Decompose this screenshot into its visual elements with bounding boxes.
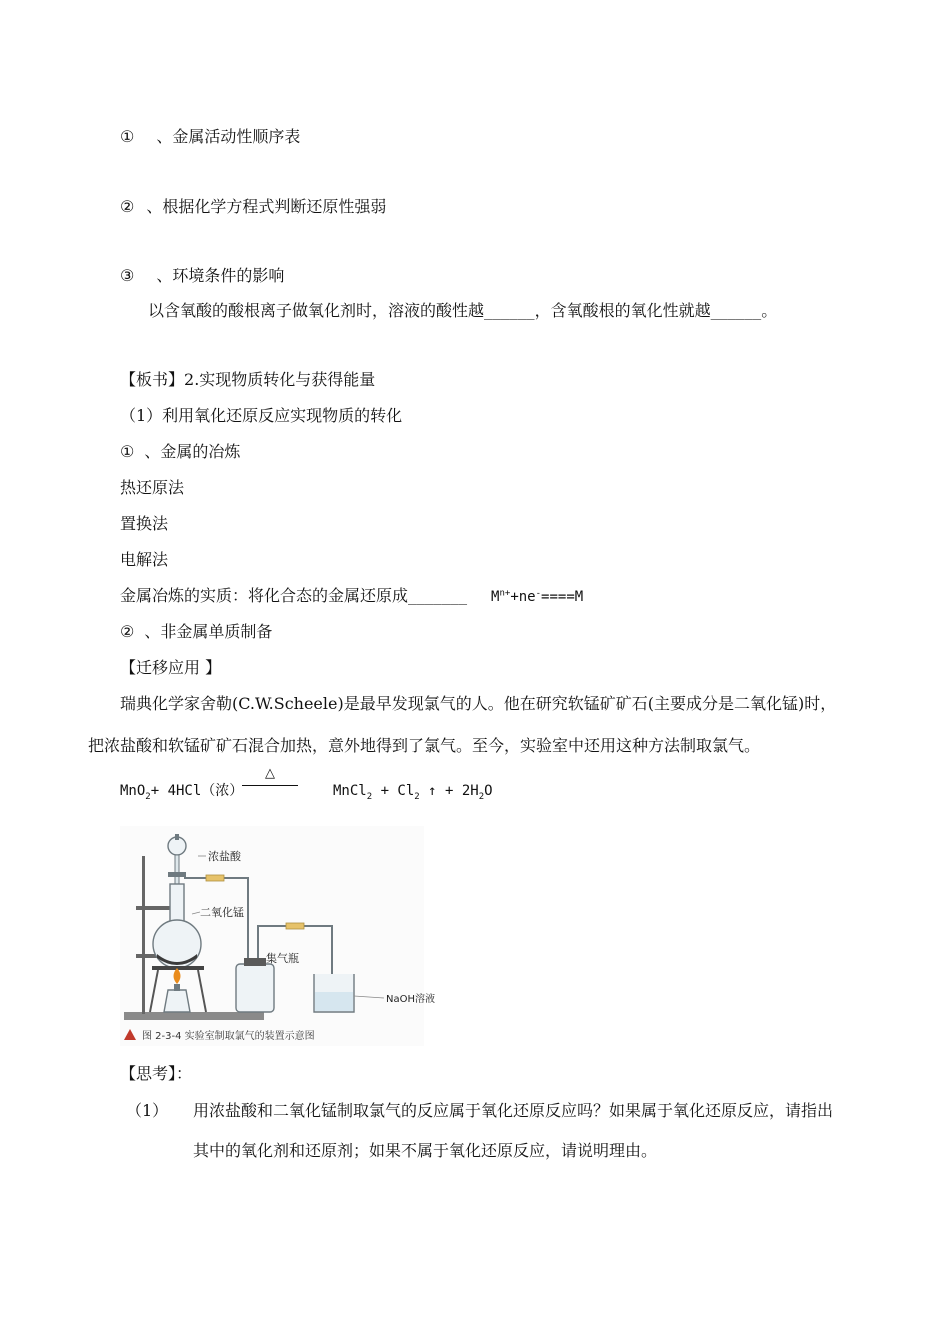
nonmetal-text: 、非金属单质制备 [144,622,273,641]
stand-rod [142,856,145,1014]
transfer-heading: 【迁移应用 】 [120,658,222,677]
item-3-text: 、环境条件的影响 [156,266,285,285]
metal-smelting [120,442,240,462]
reaction-products: MnCl$_2$ + $Cl_2$ ↑ + $2H_2O$ [333,783,493,802]
question-1-number: （1） [126,1101,169,1120]
item-2-text: 、根据化学方程式判断还原性强弱 [146,197,387,216]
alcohol-lamp [164,990,190,1012]
smelting-equation: $M^{n+}+ne^-====M$ [491,588,584,605]
fill-blank-1: ______ [484,304,535,320]
item-2 [120,197,386,217]
fill-blank-3: _______ [408,589,468,605]
label-naoh: NaOH溶液 [386,994,435,1005]
question-1-line-2: 其中的氧化剂和还原剂；如果不属于氧化还原反应，请说明理由。 [193,1141,658,1160]
method-1: 热还原法 [120,478,185,497]
metal-text: 、金属的冶炼 [144,442,241,461]
nonmetal-number: ② [120,622,135,641]
reaction-condition: △ [265,766,275,781]
method-2: 置换法 [120,514,169,533]
reaction-arrow-line [242,785,298,786]
figure-caption: 图 2-3-4 实验室制取氯气的装置示意图 [142,1031,315,1042]
acid-sentence-part1: 以含氧酸的酸根离子做氧化剂时，溶液的酸性越 [148,301,485,320]
acid-sentence-end: 。 [761,301,778,320]
item-1-text: 、金属活动性顺序表 [156,127,301,146]
item-3 [120,266,284,286]
board-title: 2.实现物质转化与获得能量 [184,370,376,389]
subheading-1: （1）利用氧化还原反应实现物质的转化 [120,406,403,425]
question-1-line-1: 用浓盐酸和二氧化锰制取氯气的反应属于氧化还原反应吗？如果属于氧化还原反应，请指出 [193,1101,834,1120]
item-1-number: ① [120,127,135,146]
item-3-number: ③ [120,266,135,285]
label-gas-bottle: 集气瓶 [266,952,299,965]
label-mno2: 二氧化锰 [200,906,244,919]
fill-blank-2: ______ [710,304,762,320]
chlorine-apparatus-figure [120,826,435,1046]
think-heading: 【思考】： [120,1064,193,1083]
gas-collecting-bottle [236,964,274,1012]
reaction-equation: MnO$_2$+ 4HCl（浓） [120,783,244,802]
acid-sentence [148,301,777,322]
nonmetal-prep [120,622,272,642]
item-2-number: ② [120,197,135,216]
story-line-2: 把浓盐酸和软锰矿矿石混合加热，意外地得到了氯气。至今，实验室中还用这种方法制取氯气。 [88,736,761,755]
label-conc-hcl: 浓盐酸 [208,850,241,863]
method-3: 电解法 [120,550,169,569]
essence-line [120,586,583,607]
apparatus-diagram [120,826,435,1046]
item-1 [120,127,300,147]
metal-number: ① [120,442,135,461]
acid-sentence-part2: ，含氧酸根的氧化性就越 [534,301,711,320]
essence-text: 金属冶炼的实质：将化合态的金属还原成 [120,586,409,605]
round-flask [153,920,201,968]
story-line-1: 瑞典化学家舍勒(C.W.Scheele)是最早发现氯气的人。他在研究软锰矿矿石(主要成分是二氧化锰)时， [120,694,837,713]
board-tag: 【板书】 [120,370,185,389]
board-heading [120,370,375,390]
